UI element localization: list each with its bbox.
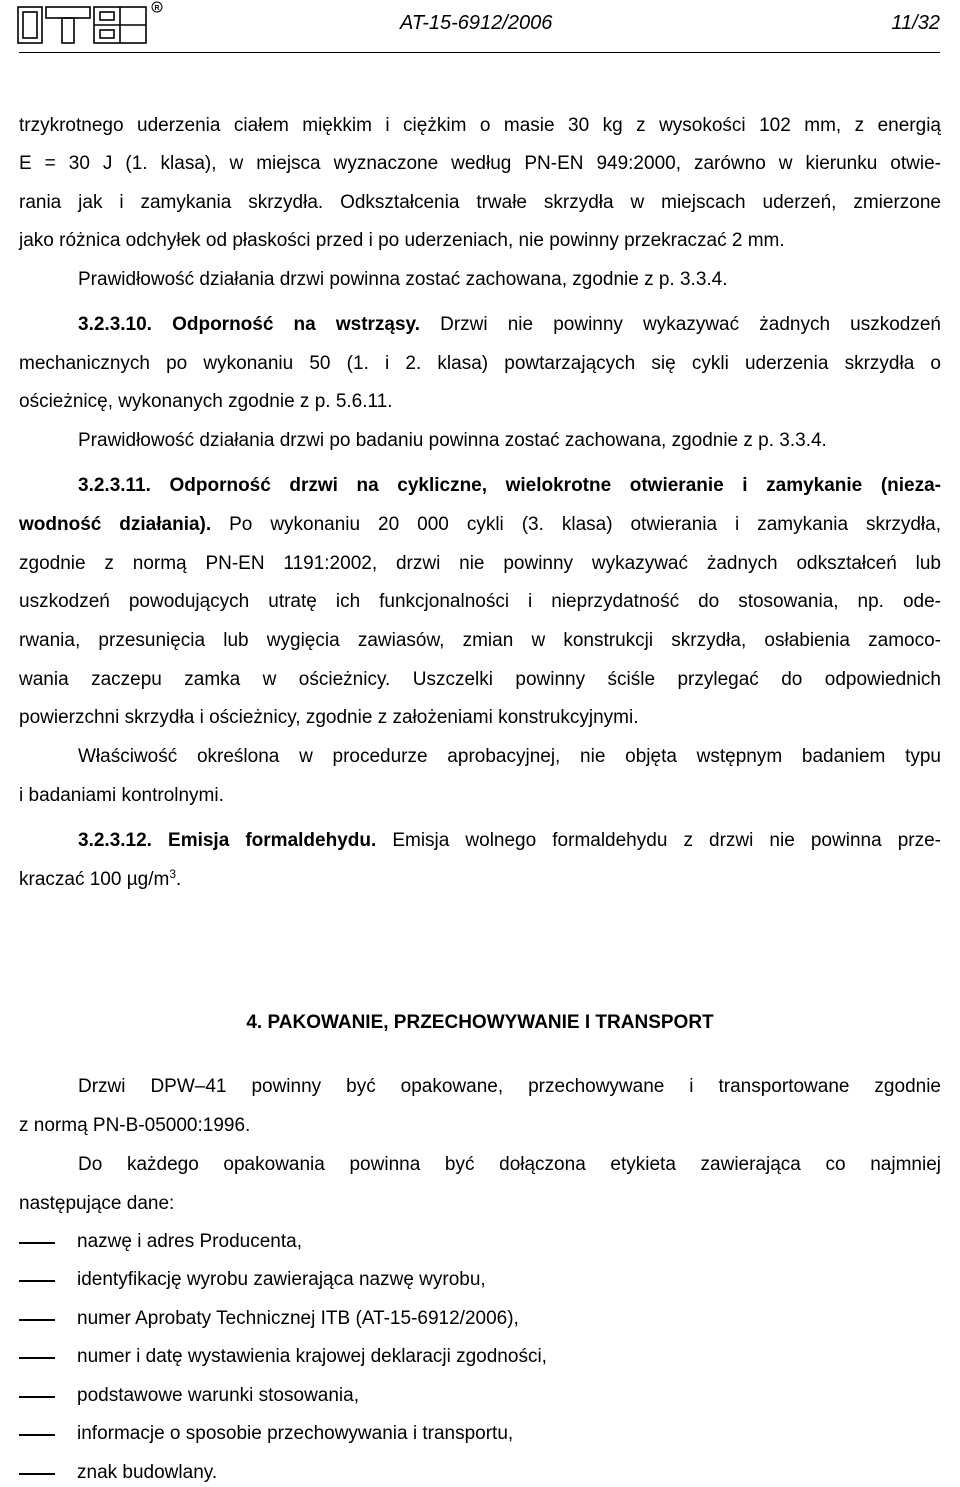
text-line: i badaniami kontrolnymi. (19, 785, 224, 806)
text-line: Prawidłowość działania drzwi po badaniu powinna zostać zachowana, zgodnie z p. 3.3.4. (78, 430, 827, 451)
text-line: uszkodzeń powodujących utratę ich funkcjonalności i nieprzydatność do stosowania, np. ode- (19, 591, 941, 612)
text-span: Drzwi nie powinny wykazywać żadnych uszkodzeń (419, 314, 941, 335)
list-item: identyfikację wyrobu zawierająca nazwę wyrobu, (77, 1269, 486, 1290)
list-dash (19, 1280, 55, 1282)
section-title: 4. PAKOWANIE, PRZECHOWYWANIE I TRANSPORT (246, 1012, 714, 1033)
text-span: Emisja wolnego formaldehydu z drzwi nie powinna prze- (376, 830, 941, 851)
text-span: kraczać 100 µg/m (19, 869, 170, 890)
section-3-2-3-10-line (19, 313, 941, 337)
section-heading: wodność działania). (19, 514, 212, 535)
page-header (0, 0, 960, 50)
list-dash (19, 1473, 55, 1475)
list-dash (19, 1357, 55, 1359)
text-line: ościeżnicę, wykonanych zgodnie z p. 5.6.11. (19, 391, 393, 412)
text-line: mechanicznych po wykonaniu 50 (1. i 2. klasa) powtarzających się cykli uderzenia skrzydła o (19, 353, 941, 374)
text-line (19, 868, 941, 892)
list-dash (19, 1434, 55, 1436)
list-dash (19, 1242, 55, 1244)
section-3-2-3-11-line (19, 513, 941, 537)
text-line: trzykrotnego uderzenia ciałem miękkim i ciężkim o masie 30 kg z wysokości 102 mm, z energią (19, 115, 941, 136)
section-heading: 3.2.3.11. Odporność drzwi na cykliczne, wielokrotne otwieranie i zamykanie (nieza- (78, 475, 941, 496)
list-item: nazwę i adres Producenta, (77, 1231, 302, 1252)
text-line: Do każdego opakowania powinna być dołączona etykieta zawierająca co najmniej (78, 1154, 941, 1175)
svg-text:R: R (154, 5, 160, 12)
text-line: E = 30 J (1. klasa), w miejsca wyznaczone według PN-EN 949:2000, zarówno w kierunku otwie- (19, 153, 941, 174)
section-heading: 3.2.3.12. Emisja formaldehydu. (78, 830, 377, 851)
text-line: następujące dane: (19, 1193, 175, 1214)
text-span: Po wykonaniu 20 000 cykli (3. klasa) otwierania i zamykania skrzydła, (211, 514, 941, 535)
text-line: Drzwi DPW–41 powinny być opakowane, przechowywane i transportowane zgodnie (78, 1076, 941, 1097)
list-item: znak budowlany. (77, 1462, 218, 1483)
itb-logo (16, 1, 164, 45)
superscript: 3 (169, 867, 177, 881)
section-3-2-3-12-line (19, 829, 941, 853)
text-line: powierzchni skrzydła i ościeżnicy, zgodnie z założeniami konstrukcyjnymi. (19, 707, 639, 728)
document-id: AT-15-6912/2006 (400, 12, 553, 34)
list-dash (19, 1319, 55, 1321)
text-line: Właściwość określona w procedurze aprobacyjnej, nie objęta wstępnym badaniem typu (78, 746, 941, 767)
text-line: rania jak i zamykania skrzydła. Odkształcenia trwałe skrzydła w miejscach uderzeń, zmierzone (19, 192, 941, 213)
list-item: numer Aprobaty Technicznej ITB (AT-15-6912/2006), (77, 1308, 519, 1329)
text-line: jako różnica odchyłek od płaskości przed i po uderzeniach, nie powinny przekraczać 2 mm. (19, 230, 785, 251)
text-line: rwania, przesunięcia lub wygięcia zawiasów, zmian w konstrukcji skrzydła, osłabienia zamoco- (19, 630, 941, 651)
section-heading: 3.2.3.10. Odporność na wstrząsy. (78, 314, 420, 335)
header-divider (19, 52, 940, 53)
text-line: Prawidłowość działania drzwi powinna zostać zachowana, zgodnie z p. 3.3.4. (78, 269, 728, 290)
list-item: podstawowe warunki stosowania, (77, 1385, 359, 1406)
list-item: numer i datę wystawienia krajowej deklaracji zgodności, (77, 1346, 547, 1367)
text-line: zgodnie z normą PN-EN 1191:2002, drzwi nie powinny wykazywać żadnych odkształceń lub (19, 553, 941, 574)
text-line: z normą PN-B-05000:1996. (19, 1115, 251, 1136)
text-span: . (176, 869, 182, 890)
text-line: wania zaczepu zamka w ościeżnicy. Uszczelki powinny ściśle przylegać do odpowiednich (19, 669, 941, 690)
page-number: 11/32 (891, 12, 940, 34)
list-item: informacje o sposobie przechowywania i transportu, (77, 1423, 514, 1444)
list-dash (19, 1396, 55, 1398)
